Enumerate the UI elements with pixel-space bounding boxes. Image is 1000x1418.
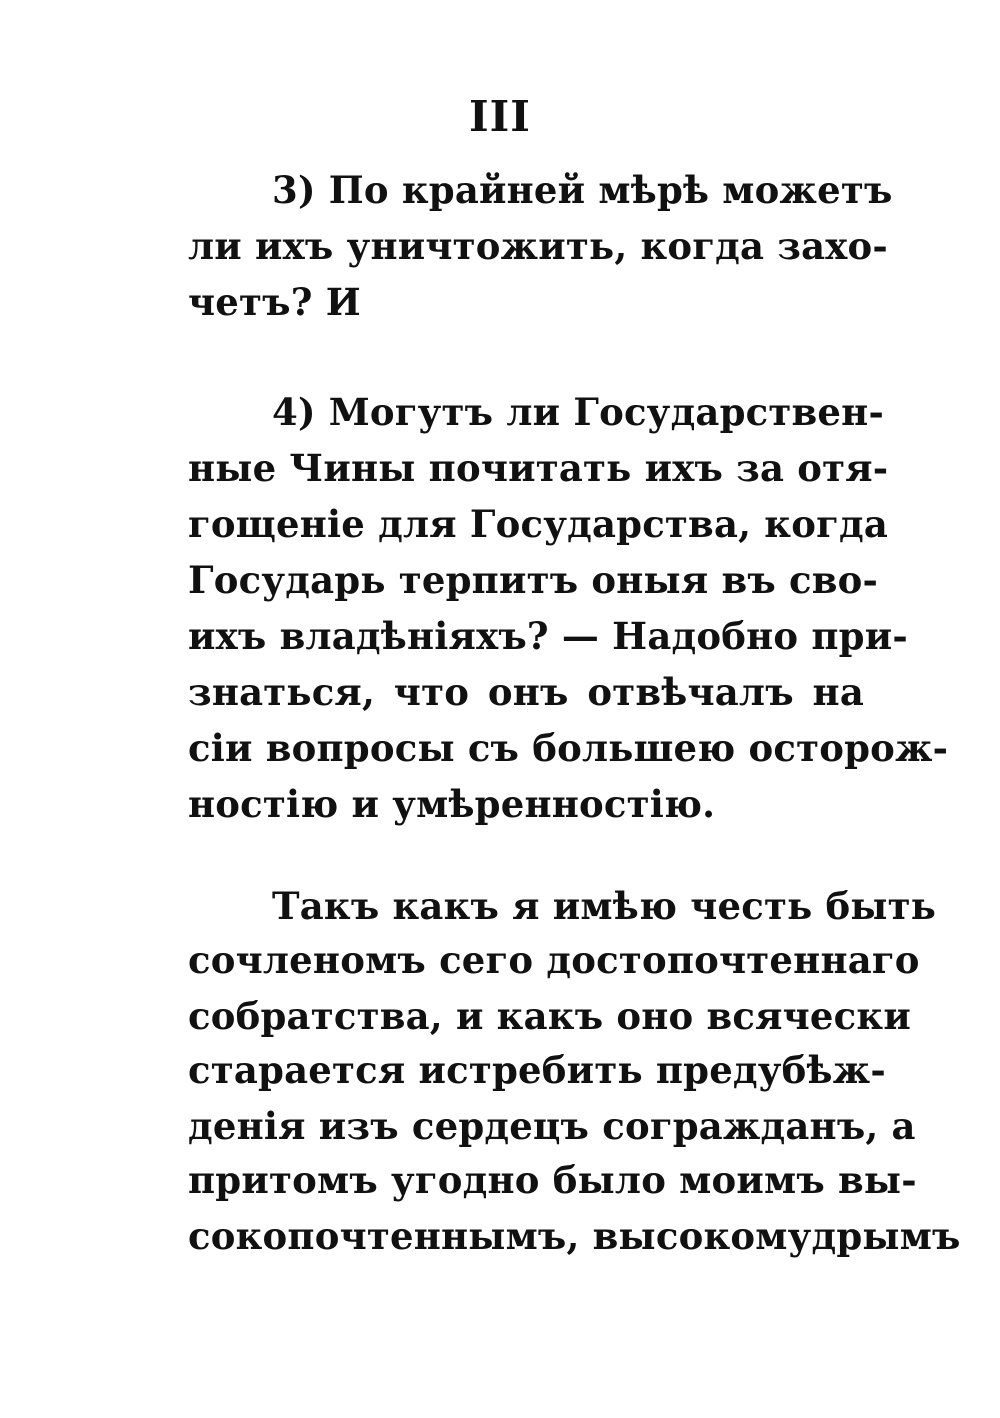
text-line: Государь терпитъ оныя въ сво- <box>188 558 879 602</box>
text-line: 3) По крайней мѣрѣ можетъ <box>272 168 893 212</box>
text-line: ли ихъ уничтожить, когда захо- <box>188 224 888 268</box>
text-line: ностію и умѣренностію. <box>188 782 716 826</box>
text-line: 4) Могутъ ли Государствен- <box>272 390 885 434</box>
text-line: сіи вопросы съ большею осторож- <box>188 726 949 770</box>
text-line: старается истребить предубѣж- <box>188 1048 886 1092</box>
text-line: ные Чины почитать ихъ за отя- <box>188 446 889 490</box>
page-number: III <box>469 92 531 141</box>
text-line: притомъ угодно было моимъ вы- <box>188 1158 917 1202</box>
text-line: гощеніе для Государства, когда <box>188 502 889 546</box>
text-line: собратства, и какъ оно всячески <box>188 994 911 1038</box>
text-line: знаться, что онъ отвѣчалъ на <box>188 670 864 714</box>
text-line: ихъ владѣніяхъ? — Надобно при- <box>188 614 908 658</box>
text-line: денія изъ сердецъ согражданъ, а <box>188 1104 916 1148</box>
text-line: четъ? И <box>188 280 361 324</box>
text-line: сочленомъ сего достопочтеннаго <box>188 938 920 982</box>
text-line: сокопочтеннымъ, высокомудрымъ <box>188 1214 961 1258</box>
text-line: Такъ какъ я имѣю честь быть <box>272 884 937 928</box>
